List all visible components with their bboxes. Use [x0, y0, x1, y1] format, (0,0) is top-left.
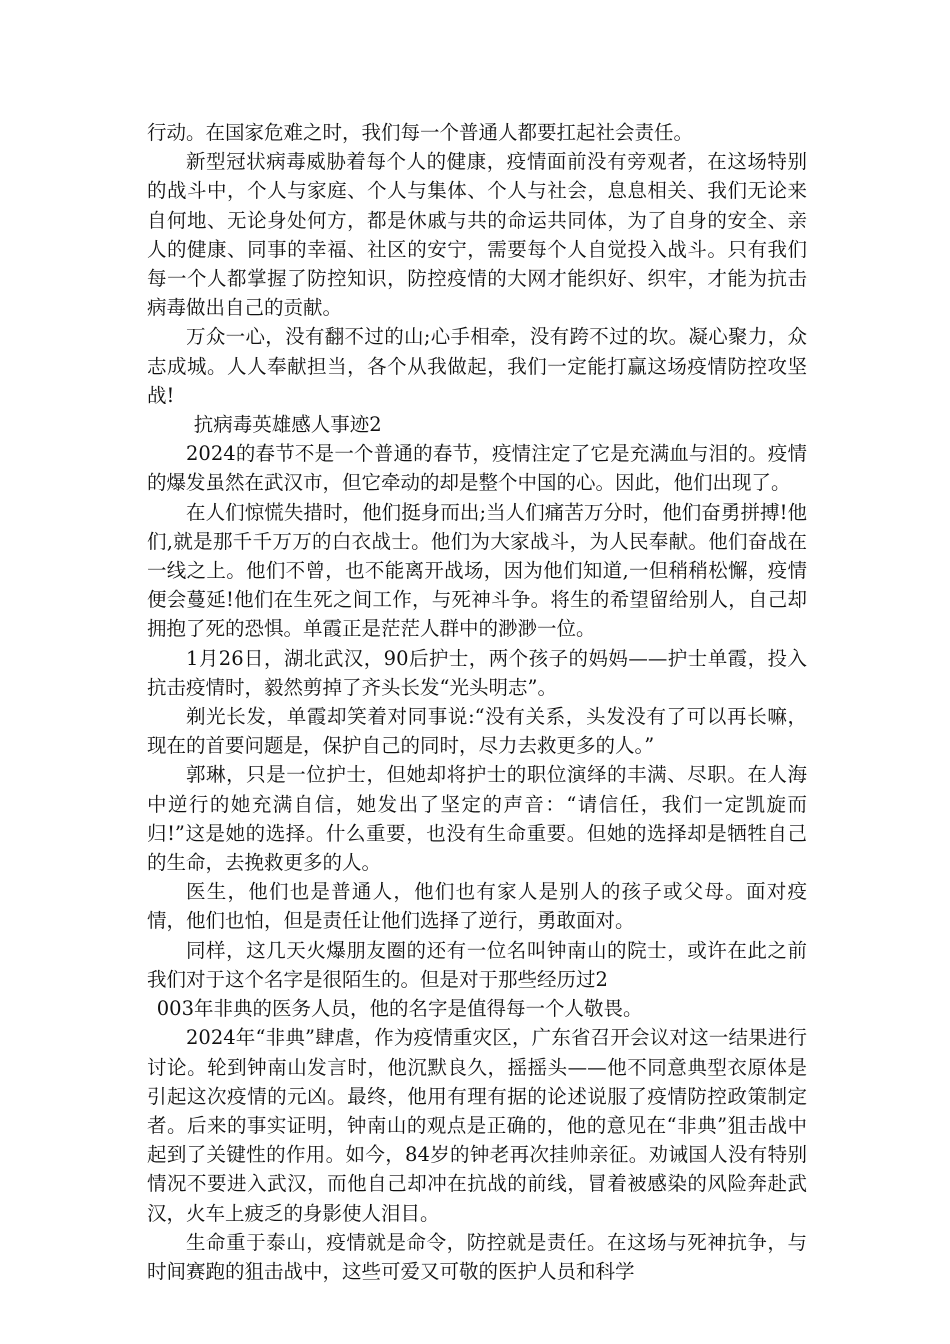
paragraph: 郭琳，只是一位护士，但她却将护士的职位演绎的丰满、尽职。在人海中逆行的她充满自信，她发出了坚定的声音：“请信任，我们一定凯旋而归!”这是她的选择。什么重要，也没有生命重要。但她的选择却是牺牲自己的生命，去挽救更多的人。	[147, 763, 807, 875]
document-page	[147, 118, 807, 1286]
paragraph: 2024的春节不是一个普通的春节，疫情注定了它是充满血与泪的。疫情的爆发虽然在武汉市，但它牵动的却是整个中国的心。因此，他们出现了。	[147, 442, 807, 495]
paragraph: 万众一心，没有翻不过的山;心手相牵，没有跨不过的坎。凝心聚力，众志成城。人人奉献担当，各个从我做起，我们一定能打赢这场疫情防控攻坚战!	[147, 325, 807, 407]
paragraph: 003年非典的医务人员，他的名字是值得每一个人敬畏。	[156, 997, 643, 1021]
paragraph: 新型冠状病毒威胁着每个人的健康，疫情面前没有旁观者，在这场特别的战斗中，个人与家庭、个人与集体、个人与社会，息息相关、我们无论来自何地、无论身处何方，都是休戚与共的命运共同体，为了自身的安全、亲人的健康、同事的幸福、社区的安宁，需要每个人自觉投入战斗。只有我们每一个人都掌握了防控知识，防控疫情的大网才能织好、织牢，才能为抗击病毒做出自己的贡献。	[147, 150, 807, 320]
paragraph: 行动。在国家危难之时，我们每一个普通人都要扛起社会责任。	[147, 121, 694, 144]
section-heading: 抗病毒英雄感人事迹2	[193, 413, 382, 437]
paragraph: 1月26日，湖北武汉，90后护士，两个孩子的妈妈——护士单霞，投入抗击疫情时，毅然剪掉了齐头长发“光头明志”。	[147, 646, 807, 699]
paragraph: 在人们惊慌失措时，他们挺身而出;当人们痛苦万分时，他们奋勇拼搏!他们,就是那千千万万的白衣战士。他们为大家战斗，为人民奉献。他们奋战在一线之上。他们不曾，也不能离开战场，因为他们知道,一但稍稍松懈，疫情便会蔓延!他们在生死之间工作，与死神斗争。将生的希望留给别人，自己却拥抱了死的恐惧。单霞正是茫茫人群中的渺渺一位。	[147, 500, 807, 641]
paragraph: 生命重于泰山，疫情就是命令，防控就是责任。在这场与死神抗争，与时间赛跑的狙击战中，这些可爱又可敬的医护人员和科学	[147, 1230, 807, 1283]
paragraph: 剃光长发，单霞却笑着对同事说:“没有关系，头发没有了可以再长嘛，现在的首要问题是，保护自己的同时，尽力去救更多的人。”	[147, 705, 807, 758]
paragraph: 2024年“非典”肆虐，作为疫情重灾区，广东省召开会议对这一结果进行讨论。轮到钟南山发言时，他沉默良久，摇摇头——他不同意典型衣原体是引起这次疫情的元凶。最终，他用有理有据的论述说服了疫情防控政策制定者。后来的事实证明，钟南山的观点是正确的，他的意见在“非典”狙击战中起到了关键性的作用。如今，84岁的钟老再次挂帅亲征。劝诫国人没有特别情况不要进入武汉，而他自己却冲在抗战的前线，冒着被感染的风险奔赴武汉，火车上疲乏的身影使人泪目。	[147, 1026, 807, 1225]
paragraph: 医生，他们也是普通人，他们也有家人是别人的孩子或父母。面对疫情，他们也怕，但是责任让他们选择了逆行，勇敢面对。	[147, 880, 807, 933]
paragraph: 同样，这几天火爆朋友圈的还有一位名叫钟南山的院士，或许在此之前我们对于这个名字是很陌生的。但是对于那些经历过2	[147, 938, 807, 991]
